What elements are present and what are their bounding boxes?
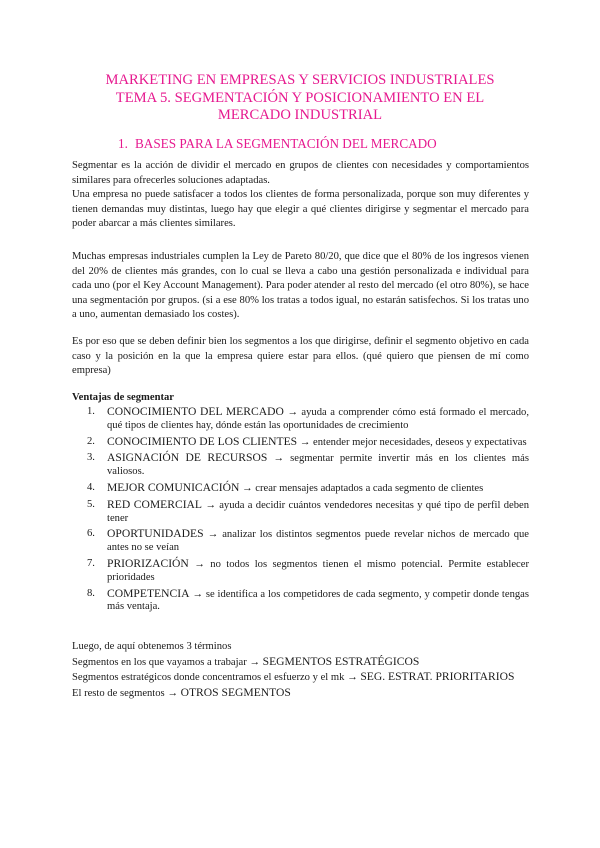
ventajas-list (72, 406, 529, 617)
arrow-icon: → (205, 499, 216, 511)
document-title (60, 72, 540, 125)
paragraph-definition: Segmentar es la acción de dividir el mercado en grupos de clientes con necesidades y comportamientos similares para ofrecerles soluciones adaptadas. (72, 160, 529, 186)
paragraph-posicion (72, 335, 529, 379)
arrow-icon: → (242, 482, 253, 494)
arrow-icon: → (249, 656, 260, 668)
arrow-icon: → (347, 672, 358, 684)
ventaja-term: PRIORIZACIÓN (107, 556, 189, 570)
ventaja-text: ayuda a comprender cómo está formado el mercado, qué tipos de clientes hay, dónde están las oportunidades de crecimiento (107, 407, 529, 431)
ventaja-number: 5. (87, 498, 95, 510)
title-line-2: TEMA 5. SEGMENTACIÓN Y POSICIONAMIENTO EN EL (115, 89, 485, 106)
paragraph-pareto (72, 250, 529, 323)
paragraph-posicion-text: Es por eso que se deben definir bien los segmentos a los que dirigirse, definir el segmento objetivo en cada caso y la posición en la que la empresa quiere estar para ellos. (qué quiero que piensen de mí como empresa) (72, 336, 529, 377)
ventaja-number: 4. (87, 481, 95, 493)
paragraph-pareto-text: Muchas empresas industriales cumplen la Ley de Pareto 80/20, que dice que el 80% de los ingresos vienen del 20% de clientes más grandes, con lo cual se lleva a cabo una gestión personalizada e individual para cada uno (por el Key Account Management). Para poder atender al resto del mercado (el otro 80%), se hace una segmentación por grupos. (si a ese 80% los tratas a todos igual, no estarán satisfechos. Si los tratas uno a uno, aumentan demasiado los costes). (72, 251, 529, 321)
section-number: 1. (118, 136, 128, 151)
ventaja-text: se identifica a los competidores de cada segmento, y competir donde tengas más ventaja. (107, 588, 530, 613)
ventaja-term: ASIGNACIÓN DE RECURSOS (107, 451, 268, 465)
ventaja-item (72, 436, 529, 450)
title-line-1: MARKETING EN EMPRESAS Y SERVICIOS INDUSTRIALES (105, 72, 495, 88)
title-line-3: MERCADO INDUSTRIAL (217, 107, 383, 124)
ventaja-number: 8. (87, 587, 95, 599)
ventaja-term: CONOCIMIENTO DE LOS CLIENTES (107, 434, 298, 448)
ventaja-text: no todos los segmentos tienen el mismo potencial. Permite establecer prioridades (107, 558, 529, 583)
arrow-icon: → (273, 453, 285, 465)
ventaja-number: 3. (87, 452, 95, 464)
ventaja-number: 7. (87, 557, 95, 569)
ventaja-number: 1. (87, 406, 95, 417)
term-line-2-text: Segmentos estratégicos donde concentramos el esfuerzo y el mk (72, 672, 345, 684)
term-line-1-text: Segmentos en los que vayamos a trabajar (72, 656, 247, 668)
ventajas-heading: Ventajas de segmentar (72, 392, 175, 403)
ventaja-item (72, 452, 529, 479)
arrow-icon: → (207, 529, 219, 541)
term-line-3-text: El resto de segmentos (72, 687, 165, 699)
arrow-icon: → (287, 407, 298, 418)
terms-summary (72, 640, 542, 701)
ventaja-text: ayuda a decidir cuántos vendedores necesitas y qué tipo de perfil deben tener (107, 499, 529, 524)
ventaja-number: 2. (87, 435, 95, 447)
term-line-2 (72, 670, 542, 686)
ventaja-item (72, 406, 529, 433)
section-title: BASES PARA LA SEGMENTACIÓN DEL MERCADO (135, 136, 437, 151)
term-line-1 (72, 655, 542, 671)
ventaja-term: CONOCIMIENTO DEL MERCADO (107, 405, 284, 418)
term-line-2-term: SEG. ESTRAT. PRIORITARIOS (360, 670, 515, 684)
ventaja-text: analizar los distintos segmentos puede revelar nichos de mercado que antes no se veían (107, 529, 530, 554)
ventaja-text: crear mensajes adaptados a cada segmento de clientes (255, 482, 484, 494)
ventaja-term: MEJOR COMUNICACIÓN (107, 480, 240, 494)
arrow-icon: → (192, 588, 203, 600)
ventaja-item (72, 482, 529, 496)
ventaja-term: RED COMERCIAL (107, 497, 203, 511)
arrow-icon: → (299, 436, 311, 448)
ventaja-item (72, 528, 529, 555)
ventaja-number: 6. (87, 528, 95, 540)
term-line-1-term: SEGMENTOS ESTRATÉGICOS (262, 654, 420, 668)
ventaja-item (72, 499, 529, 526)
term-line-3 (72, 686, 542, 702)
paragraph-empresa: Una empresa no puede satisfacer a todos los clientes de forma personalizada, porque son muy diferentes y tienen demandas muy distintas, luego hay que elegir a qué clientes dirigirse y segmentar el mercado para poder abarcar a más clientes similares. (72, 189, 529, 230)
ventaja-item (72, 558, 529, 585)
ventaja-term: OPORTUNIDADES (107, 527, 204, 541)
section-heading (118, 136, 437, 152)
ventaja-text: entender mejor necesidades, deseos y expectativas (313, 436, 527, 448)
term-line-3-term: OTROS SEGMENTOS (180, 685, 291, 699)
ventaja-term: COMPETENCIA (107, 586, 190, 600)
ventaja-item (72, 588, 529, 615)
ventaja-text: segmentar permite invertir más en los clientes más valiosos. (107, 453, 529, 478)
terms-intro: Luego, de aquí obtenemos 3 términos (72, 641, 232, 652)
arrow-icon: → (194, 558, 205, 570)
arrow-icon: → (167, 687, 178, 699)
paragraph-segmentar (72, 159, 529, 232)
